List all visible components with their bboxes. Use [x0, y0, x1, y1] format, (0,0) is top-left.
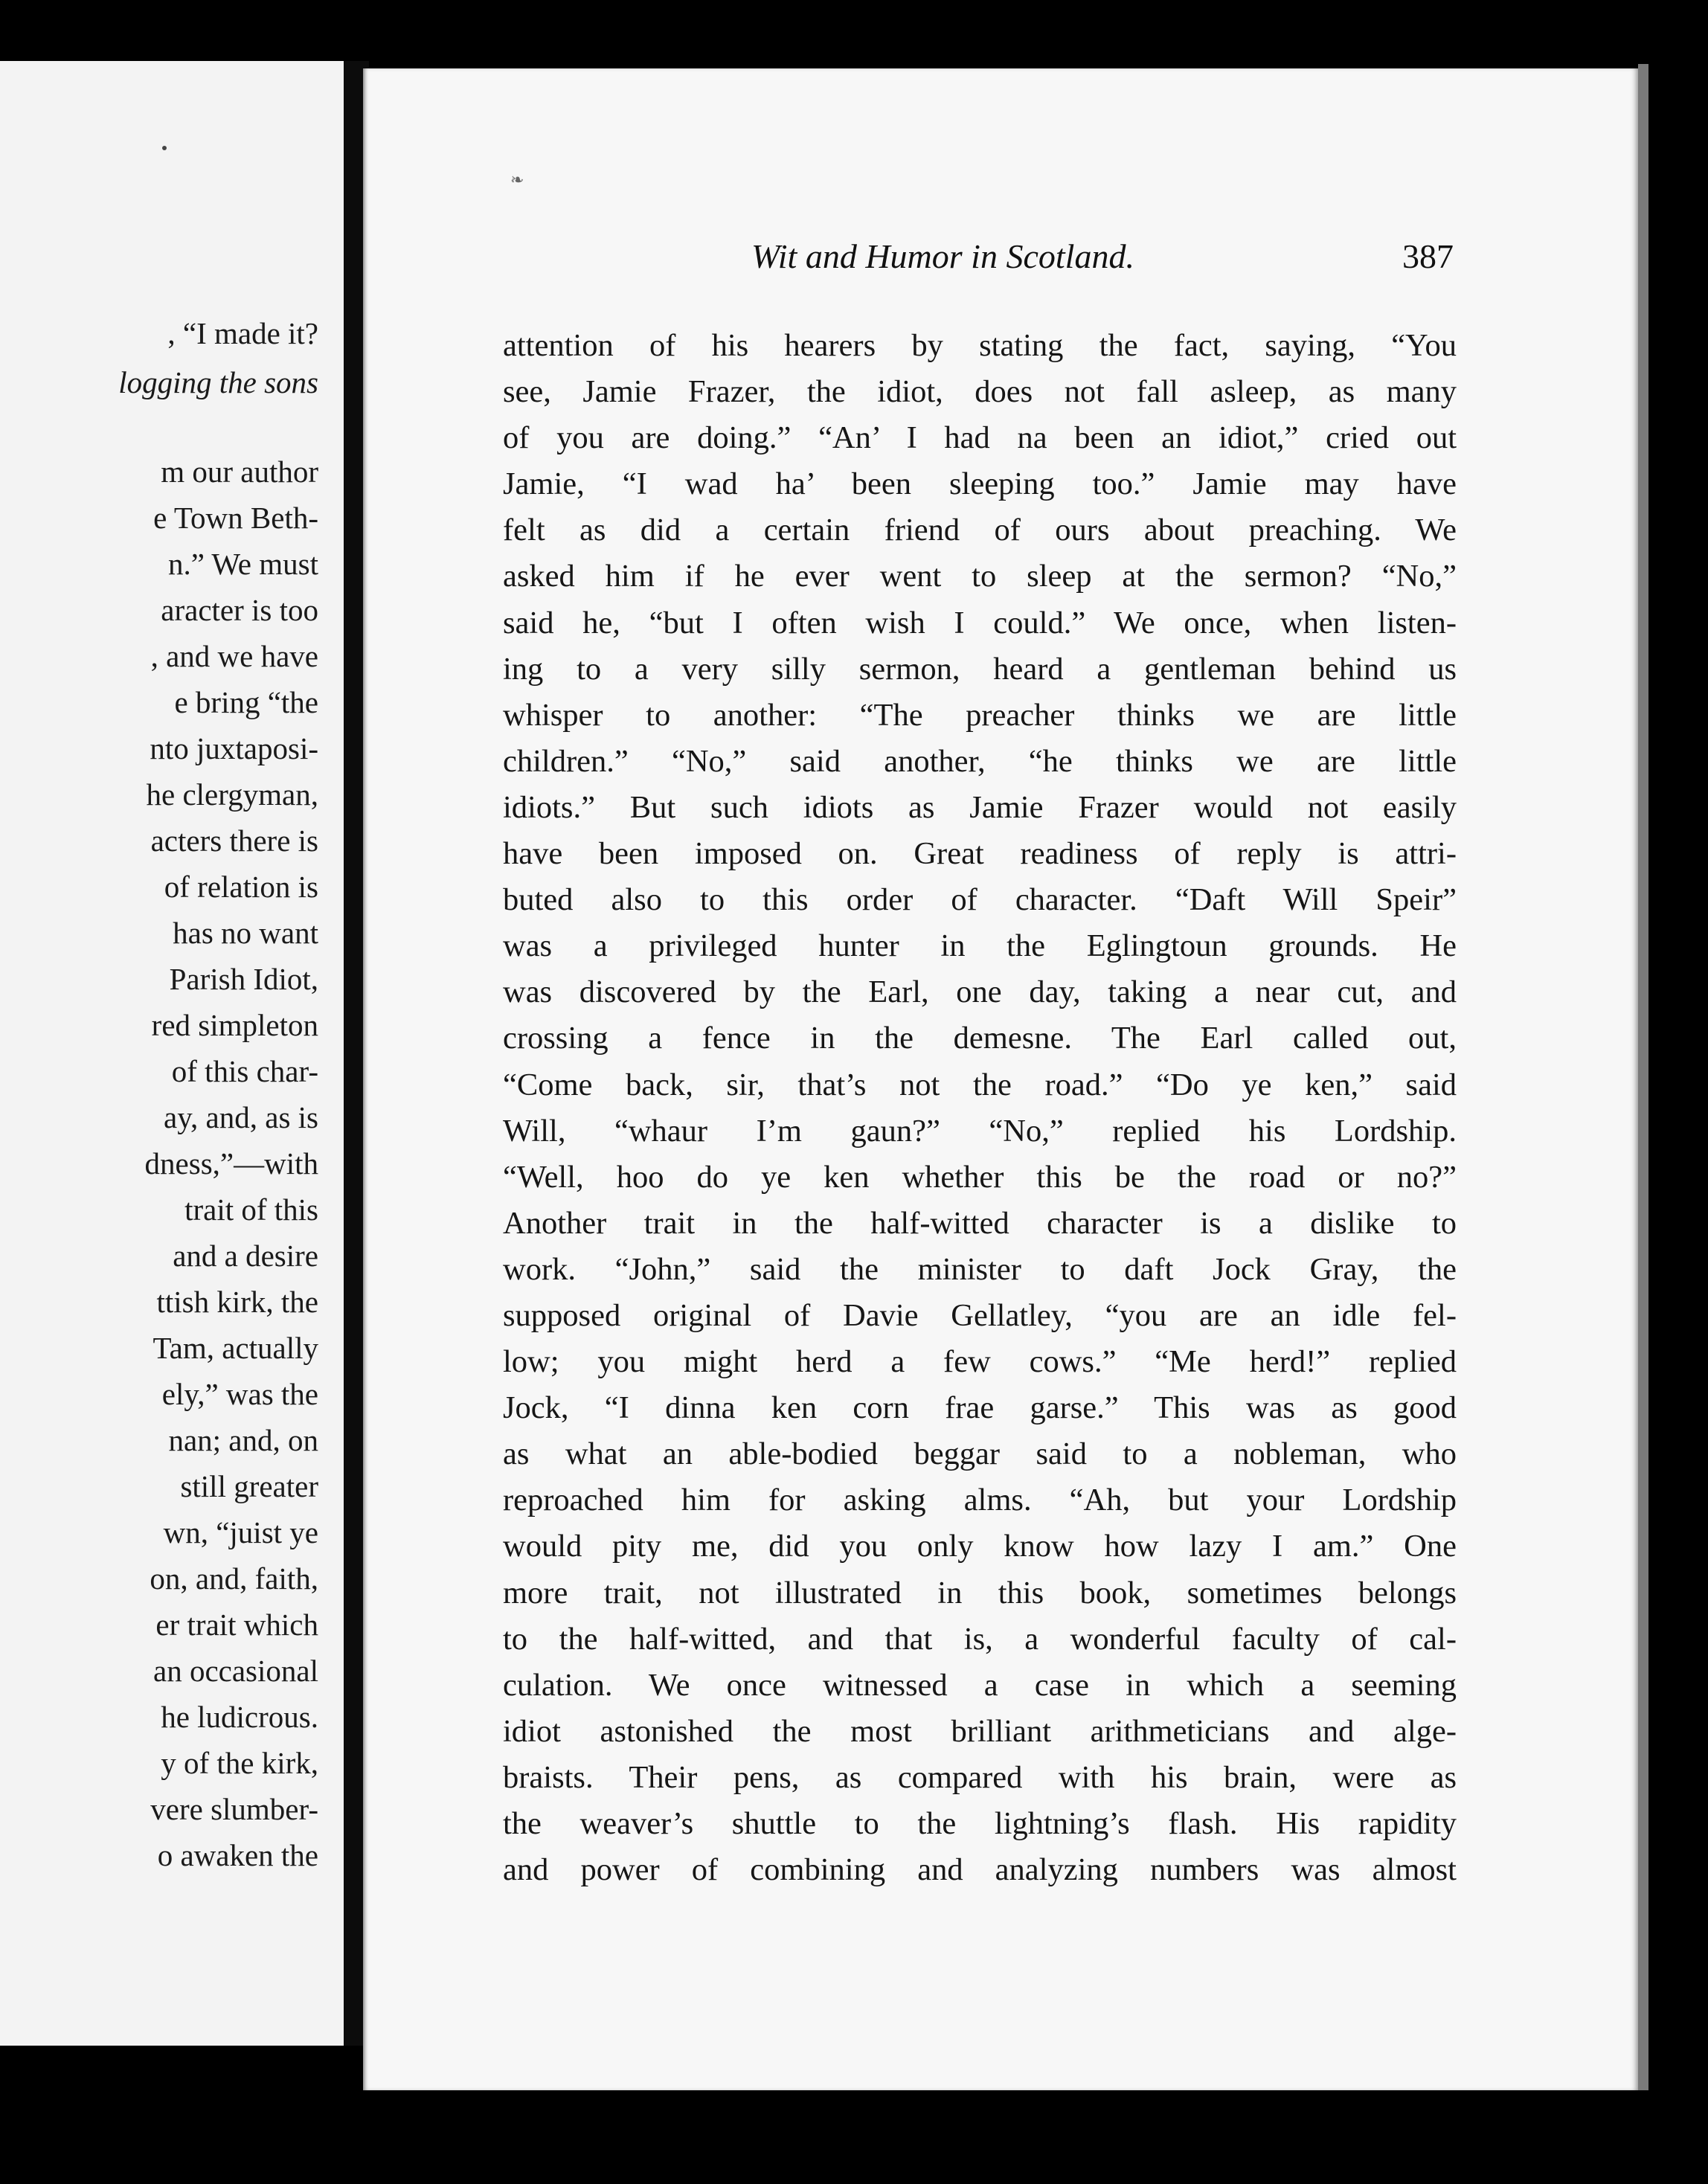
body-line: crossing a fence in the demesne. The Earl called out, — [503, 1021, 1457, 1056]
left-page-line: e Town Beth- — [153, 501, 318, 535]
body-line: idiot astonished the most brilliant arithmeticians and alge- — [503, 1713, 1457, 1749]
left-page-line: Tam, actually — [152, 1331, 318, 1365]
body-line: whisper to another: “The preacher thinks we are little — [503, 697, 1457, 733]
left-page-line: aracter is too — [161, 593, 318, 627]
left-page-line: n.” We must — [167, 547, 318, 581]
body-text — [503, 323, 1457, 1893]
body-line: buted also to this order of character. “Daft Will Speir” — [503, 882, 1457, 918]
left-page-line: acters there is — [150, 823, 318, 858]
body-line: culation. We once witnessed a case in which a seeming — [503, 1667, 1457, 1703]
left-page-line: y of the kirk, — [161, 1746, 318, 1780]
body-line: have been imposed on. Great readiness of reply is attri- — [503, 836, 1457, 872]
body-line: children.” “No,” said another, “he thinks we are little — [503, 743, 1457, 779]
body-line: attention of his hearers by stating the fact, saying, “You — [503, 328, 1457, 363]
left-page-fragment — [0, 61, 346, 2046]
left-page-line: of this char- — [171, 1054, 318, 1088]
left-page-line: trait of this — [184, 1192, 318, 1227]
scan-border-bottom — [0, 2090, 1708, 2184]
body-line: “Come back, sir, that’s not the road.” “Do ye ken,” said — [503, 1067, 1457, 1102]
body-line: “Well, hoo do ye ken whether this be the road or no?” — [503, 1159, 1457, 1195]
body-line: Another trait in the half-witted character is a dislike to — [503, 1205, 1457, 1241]
scan-border-top — [0, 0, 1708, 60]
body-line: braists. Their pens, as compared with his brain, were as — [503, 1759, 1457, 1795]
body-line: more trait, not illustrated in this book, sometimes belongs — [503, 1575, 1457, 1610]
body-line: Will, “whaur I’m gaun?” “No,” replied his Lordship. — [503, 1113, 1457, 1149]
body-line: idiots.” But such idiots as Jamie Frazer would not easily — [503, 789, 1457, 825]
body-line: was discovered by the Earl, one day, taking a near cut, and — [503, 974, 1457, 1010]
running-head-title: Wit and Humor in Scotland. — [751, 237, 1134, 275]
body-line: and power of combining and analyzing numbers was almost — [503, 1852, 1457, 1888]
body-line: said he, “but I often wish I could.” We once, when listen- — [503, 605, 1457, 640]
body-line: see, Jamie Frazer, the idiot, does not fall asleep, as many — [503, 374, 1457, 410]
left-page-line: logging the sons — [118, 365, 318, 399]
left-page-line: red simpleton — [151, 1008, 318, 1042]
body-line: would pity me, did you only know how lazy I am.” One — [503, 1529, 1457, 1564]
left-page-line: of relation is — [164, 870, 318, 904]
body-line: asked him if he ever went to sleep at the sermon? “No,” — [503, 559, 1457, 594]
body-line: ing to a very silly sermon, heard a gentleman behind us — [503, 651, 1457, 687]
body-line: the weaver’s shuttle to the lightning’s flash. His rapidity — [503, 1806, 1457, 1841]
running-head — [751, 237, 1454, 281]
left-page-line: and a desire — [173, 1239, 318, 1273]
left-page-line: , “I made it? — [167, 316, 318, 350]
left-page-line: ttish kirk, the — [156, 1285, 318, 1319]
left-page-line: e bring “the — [174, 685, 318, 719]
left-page-line: dness,”—with — [144, 1146, 318, 1181]
body-line: low; you might herd a few cows.” “Me herd!” replied — [503, 1344, 1457, 1380]
left-page-line: he clergyman, — [146, 777, 318, 812]
left-page-line: , and we have — [150, 639, 318, 673]
left-page-line: er trait which — [155, 1608, 318, 1642]
body-line: as what an able-bodied beggar said to a nobleman, who — [503, 1436, 1457, 1472]
body-line: Jamie, “I wad ha’ been sleeping too.” Jamie may have — [503, 466, 1457, 502]
scan-speck: ❧ — [510, 171, 524, 190]
left-page-line: o awaken the — [157, 1838, 318, 1872]
left-page-text — [0, 61, 344, 2046]
left-page-line: wn, “juist ye — [163, 1515, 318, 1549]
left-page-line: m our author — [161, 455, 318, 489]
page-number: 387 — [1402, 237, 1454, 275]
left-page-line: he ludicrous. — [161, 1700, 318, 1734]
body-line: Jock, “I dinna ken corn frae garse.” This was as good — [503, 1390, 1457, 1426]
left-page-line: on, and, faith, — [150, 1561, 318, 1596]
body-line: of you are doing.” “An’ I had na been an idiot,” cried out — [503, 420, 1457, 456]
body-line: reproached him for asking alms. “Ah, but your Lordship — [503, 1483, 1457, 1518]
body-line: work. “John,” said the minister to daft Jock Gray, the — [503, 1251, 1457, 1287]
left-page-line: ay, and, as is — [164, 1100, 318, 1134]
left-page-line: ely,” was the — [161, 1377, 318, 1411]
body-line: felt as did a certain friend of ours about preaching. We — [503, 513, 1457, 548]
page-edge — [1638, 64, 1648, 2092]
left-page-line: nto juxtaposi- — [150, 731, 318, 765]
scan-speck — [162, 146, 167, 150]
left-page-line: Parish Idiot, — [169, 962, 318, 996]
left-page-line: an occasional — [153, 1654, 318, 1688]
left-page-line: vere slumber- — [150, 1792, 318, 1826]
body-line: was a privileged hunter in the Eglingtoun grounds. He — [503, 928, 1457, 964]
left-page-line: nan; and, on — [168, 1423, 318, 1457]
body-line: to the half-witted, and that is, a wonderful faculty of cal- — [503, 1621, 1457, 1657]
body-line: supposed original of Davie Gellatley, “you are an idle fel- — [503, 1297, 1457, 1333]
left-page-line: still greater — [180, 1469, 318, 1503]
left-page-line: has no want — [173, 916, 318, 950]
